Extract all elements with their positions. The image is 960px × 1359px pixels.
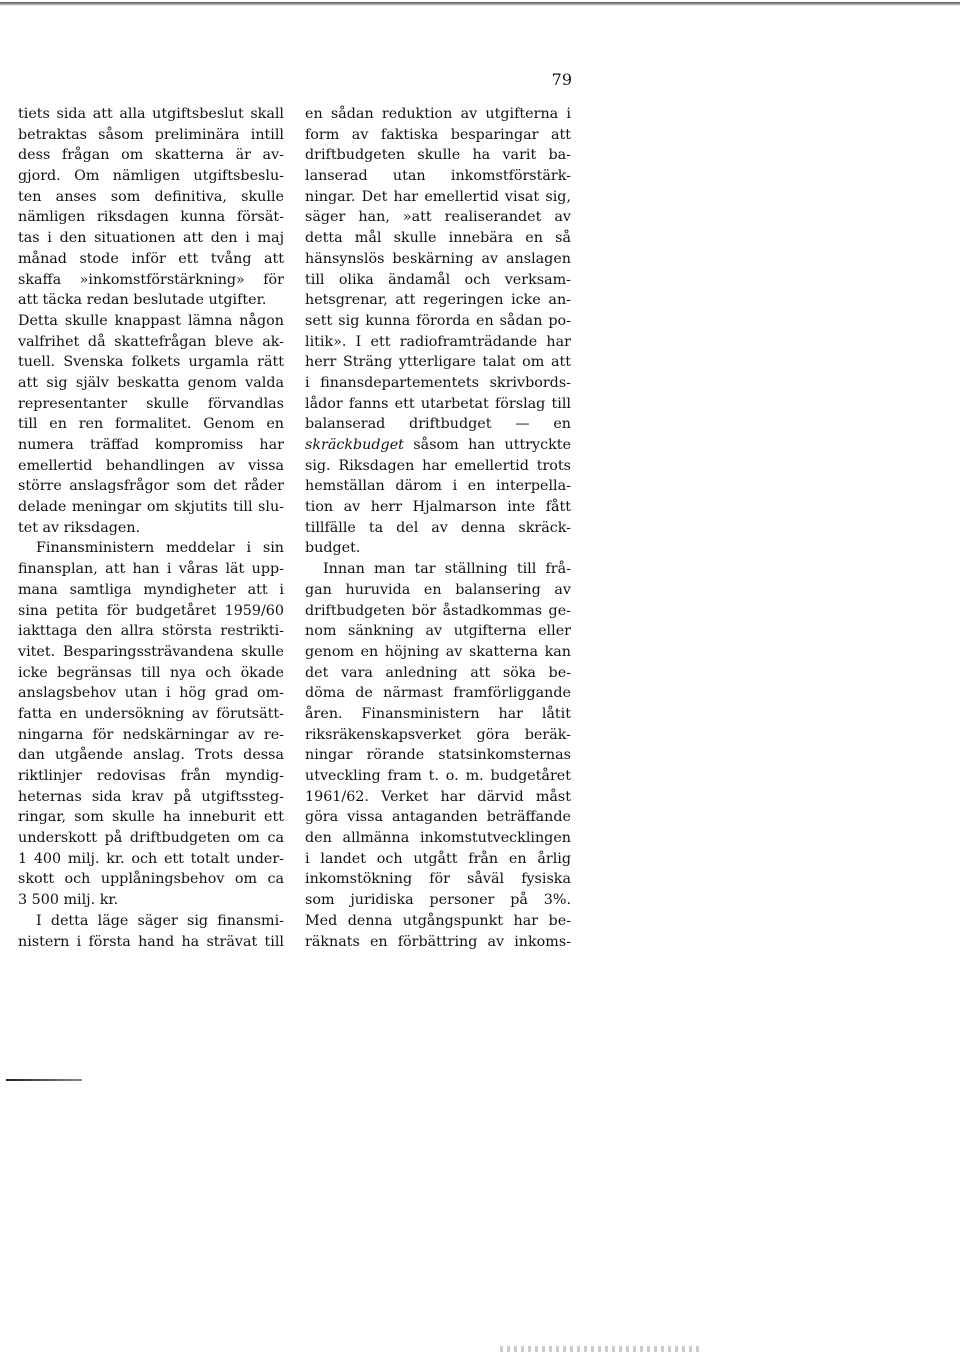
text-line: 1 400 milj. kr. och ett totalt under-	[18, 850, 284, 867]
text-line: delade meningar om skjutits till slu-	[18, 499, 284, 516]
text-line: det vara anledning att söka be-	[305, 664, 571, 681]
page-number: 79	[551, 70, 572, 89]
text-line: en sådan reduktion av utgifterna i	[305, 106, 571, 122]
text-line: anslagsbehov utan i hög grad om-	[18, 685, 284, 702]
text-line: tion av herr Hjalmarson inte fått	[305, 499, 571, 516]
text-line: finansplan, att han i våras lät upp-	[18, 561, 284, 578]
text-line: mana samtliga myndigheter att i	[18, 581, 284, 598]
text-line: lådor fanns ett utarbetat förslag till	[305, 395, 571, 412]
text-line: representanter skulle förvandlas	[18, 395, 284, 412]
text-line: tas i den situationen att den i maj	[18, 230, 284, 247]
text-line: ringar, som skulle ha inneburit ett	[18, 809, 284, 826]
text-line: ten anses som definitiva, skulle	[18, 188, 284, 205]
text-line: räknats en förbättring av inkoms-	[305, 933, 571, 950]
text-line: att sig själv beskatta genom valda	[18, 374, 284, 391]
text-line: icke begränsas till nya och ökade	[18, 664, 284, 681]
text-line: döma de närmast framförliggande	[305, 685, 571, 702]
text-line: åren. Finansministern har låtit	[305, 705, 571, 722]
text-line: I detta läge säger sig finansmi-	[36, 912, 284, 929]
text-line: litik». I ett radioframträdande har	[305, 333, 571, 350]
text-line: till en ren formalitet. Genom en	[18, 416, 284, 433]
text-line: detta mål skulle innebära en så	[305, 230, 571, 247]
text-line: sett sig kunna förorda en sådan po-	[305, 312, 571, 329]
text-line: balanserad driftbudget — en	[305, 416, 571, 433]
text-line: att täcka redan beslutade utgifter.	[18, 292, 267, 309]
text-line: riktlinjer redovisas från myndig-	[18, 768, 284, 784]
text-line: gjord. Om nämligen utgiftsbeslu-	[18, 168, 284, 185]
text-line: hänsynslös beskärning av anslagen	[305, 250, 571, 267]
text-line: utveckling fram t. o. m. budgetåret	[305, 768, 571, 784]
text-line: nistern i första hand ha strävat till	[18, 933, 284, 950]
text-line: till olika ändamål och verksam-	[305, 271, 571, 288]
text-line: nom sänkning av utgifterna eller	[305, 623, 571, 640]
text-line: ningar. Det har emellertid visat sig,	[305, 188, 571, 205]
text-line: hetsgrenar, att regeringen icke an-	[305, 292, 571, 309]
text-line: genom en höjning av skatterna kan	[305, 643, 571, 660]
text-line: underskott på driftbudgeten om ca	[18, 830, 284, 847]
text-line: tuell. Svenska folkets urgamla rätt	[18, 354, 284, 371]
text-line: sina petita för budgetåret 1959/60	[18, 602, 284, 619]
text-line: ningar rörande statsinkomsternas	[305, 747, 571, 764]
text-line: driftbudgeten bör åstadkommas ge-	[305, 602, 571, 619]
text-line: säger han, »att realiserandet av	[305, 209, 571, 226]
text-line: göra vissa antaganden beträffande	[305, 809, 571, 826]
text-line: Detta skulle knappast lämna någon	[18, 312, 284, 329]
top-edge-rule	[0, 2, 960, 6]
text-line: skott och upplåningsbehov om ca	[18, 871, 284, 888]
left-text-column	[18, 104, 284, 952]
text-line: emellertid behandlingen av vissa	[18, 457, 284, 474]
footnote-rule	[6, 1079, 82, 1081]
text-line: skaffa »inkomstförstärkning» för	[18, 271, 284, 288]
text-line: heternas sida krav på utgiftssteg-	[18, 788, 284, 805]
text-line: gan huruvida en balansering av	[305, 581, 571, 598]
text-line: fatta en undersökning av förutsätt-	[18, 705, 284, 722]
text-line: Finansministern meddelar i sin	[36, 540, 284, 557]
text-line: dess frågan om skatterna är av-	[18, 147, 284, 164]
text-line: riksräkenskapsverket göra beräk-	[305, 726, 571, 743]
text-line: valfrihet då skattefrågan bleve ak-	[18, 333, 284, 350]
text-segment: såsom han uttryckte	[403, 437, 571, 453]
text-line: numera träffad kompromiss har	[18, 437, 284, 453]
text-line: tillfälle ta del av denna skräck-	[305, 519, 571, 536]
text-line: betraktas såsom preliminära intill	[18, 126, 284, 143]
text-line: 3 500 milj. kr.	[18, 892, 119, 909]
text-line: större anslagsfrågor som det råder	[18, 478, 284, 495]
text-line: lanserad utan inkomstförstärk-	[305, 168, 571, 185]
text-line: i landet och utgått från en årlig	[305, 850, 571, 867]
text-line: den allmänna inkomstutvecklingen	[305, 830, 571, 847]
text-line: dan utgående anslag. Trots dessa	[18, 747, 284, 764]
text-line: hemställan därom i en interpella-	[305, 478, 571, 495]
text-line: ningarna för nedskärningar av re-	[18, 726, 284, 743]
text-line: 1961/62. Verket har därvid måst	[305, 788, 571, 805]
text-line: budget.	[305, 540, 361, 557]
text-line: driftbudgeten skulle ha varit ba-	[305, 147, 571, 164]
text-line: form av faktiska besparingar att	[305, 126, 571, 143]
text-line: månad stode inför ett tvång att	[18, 250, 284, 267]
text-line: vitet. Besparingssträvandena skulle	[18, 643, 284, 660]
text-line: inkomstökning för såväl fysiska	[305, 871, 571, 888]
text-line: herr Sträng ytterligare talat om att	[305, 354, 571, 371]
text-line	[305, 435, 571, 456]
scan-artifact	[500, 1346, 700, 1352]
text-line: tiets sida att alla utgiftsbeslut skall	[18, 106, 284, 122]
text-line: tet av riksdagen.	[18, 519, 141, 536]
text-line: i finansdepartementets skrivbords-	[305, 374, 571, 391]
text-line: Innan man tar ställning till frå-	[323, 561, 571, 578]
text-line: nämligen riksdagen kunna försät-	[18, 209, 284, 226]
text-line: Med denna utgångspunkt har be-	[305, 912, 571, 929]
text-line: som juridiska personer på 3%.	[305, 892, 571, 909]
text-line: iakttaga den allra största restrikti-	[18, 623, 284, 640]
right-text-column	[305, 104, 571, 952]
emphasized-term: skräckbudget	[305, 437, 404, 453]
text-line: sig. Riksdagen har emellertid trots	[305, 457, 571, 474]
